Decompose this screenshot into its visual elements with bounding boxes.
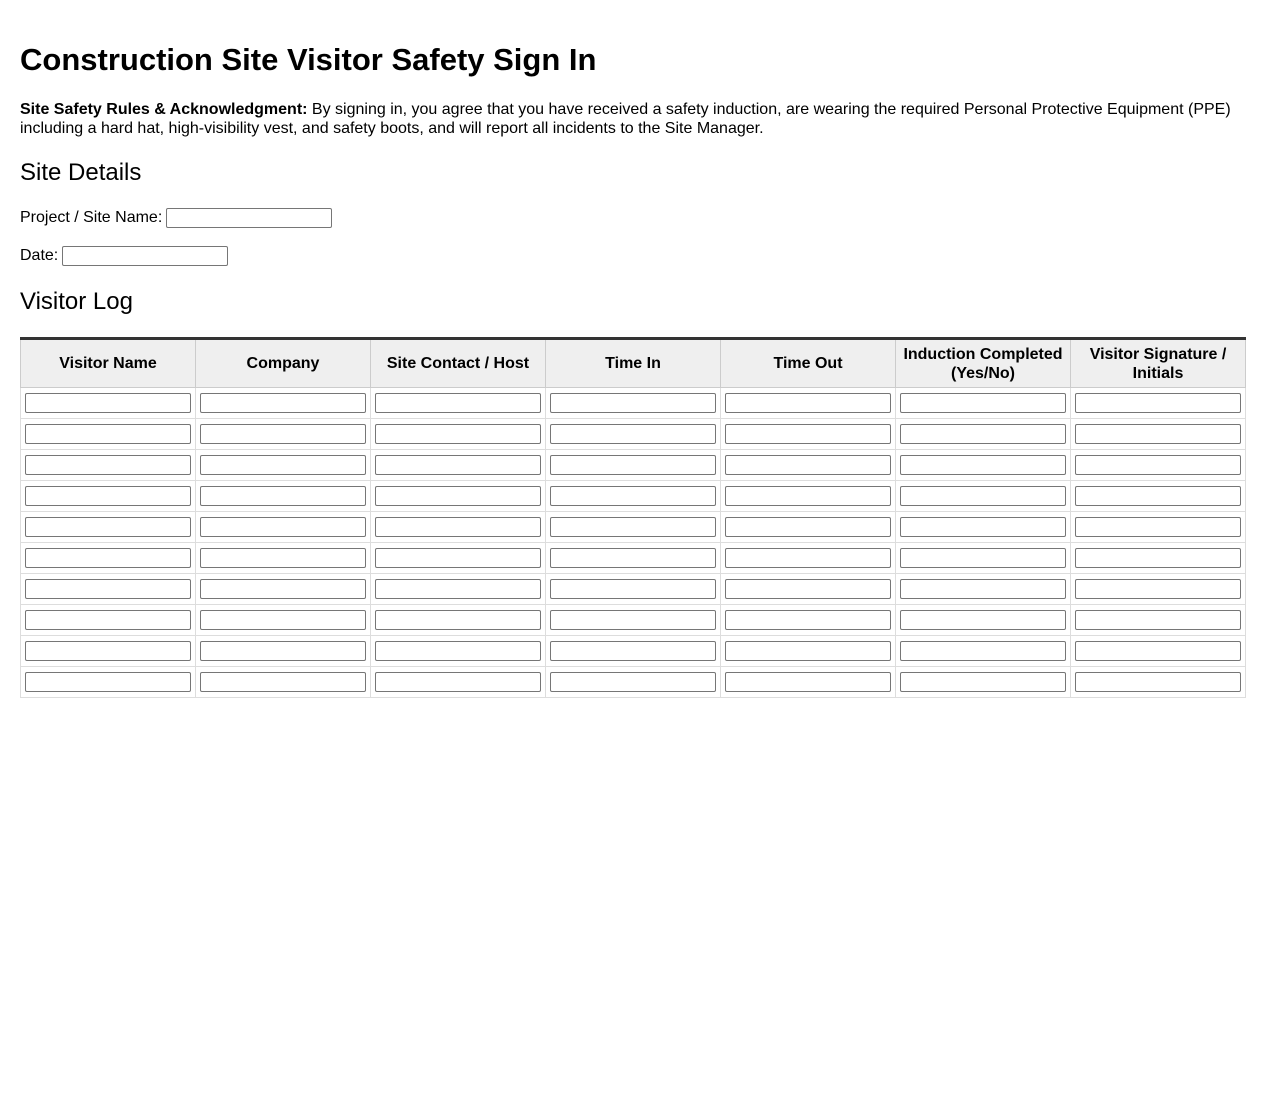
time-in-input[interactable] [550,641,716,661]
safety-rules-text: By signing in, you agree that you have received a safety induction, are wearing the required Personal Protective Equipment (PPE) including a hard hat, high-visibility vest, and safety boots, and will report all incidents to the Site Manager. [20,101,1231,137]
table-cell [896,605,1071,636]
time-in-input[interactable] [550,517,716,537]
table-cell [1071,605,1246,636]
table-cell [546,636,721,667]
table-row [21,512,1246,543]
induction-completed-input[interactable] [900,579,1066,599]
site-contact-input[interactable] [375,641,541,661]
date-label: Date: [20,247,59,264]
time-out-input[interactable] [725,579,891,599]
induction-completed-input[interactable] [900,548,1066,568]
time-in-input[interactable] [550,548,716,568]
column-header-time-in: Time In [546,339,721,388]
table-cell [721,636,896,667]
column-header-company: Company [196,339,371,388]
table-cell [721,574,896,605]
table-cell [21,605,196,636]
company-input[interactable] [200,517,366,537]
time-in-input[interactable] [550,455,716,475]
table-cell [21,512,196,543]
table-cell [721,419,896,450]
visitor-name-input[interactable] [25,672,191,692]
visitor-log-header [21,339,1246,388]
table-cell [196,667,371,698]
table-row [21,574,1246,605]
table-cell [1071,543,1246,574]
table-cell [371,605,546,636]
column-header-time-out: Time Out [721,339,896,388]
table-cell [371,512,546,543]
site-details-heading: Site Details [20,159,142,186]
table-cell [21,481,196,512]
time-out-input[interactable] [725,393,891,413]
visitor-name-input[interactable] [25,579,191,599]
table-cell [21,388,196,419]
table-cell [546,388,721,419]
table-cell [371,481,546,512]
visitor-log-body [21,388,1246,698]
table-cell [371,388,546,419]
visitor-signature-input[interactable] [1075,579,1241,599]
time-in-input[interactable] [550,424,716,444]
time-in-input[interactable] [550,393,716,413]
time-out-input[interactable] [725,455,891,475]
table-cell [196,605,371,636]
table-cell [1071,388,1246,419]
table-cell [546,481,721,512]
table-cell [1071,512,1246,543]
visitor-name-input[interactable] [25,393,191,413]
column-header-site-contact: Site Contact / Host [371,339,546,388]
visitor-signature-input[interactable] [1075,455,1241,475]
visitor-signature-input[interactable] [1075,486,1241,506]
induction-completed-input[interactable] [900,486,1066,506]
table-row [21,636,1246,667]
column-header-visitor-name: Visitor Name [21,339,196,388]
visitor-name-input[interactable] [25,641,191,661]
table-row [21,450,1246,481]
table-cell [21,543,196,574]
table-cell [196,481,371,512]
project-label: Project / Site Name: [20,209,163,226]
time-out-input[interactable] [725,517,891,537]
column-header-visitor-signature: Visitor Signature / Initials [1071,339,1246,388]
date-input[interactable] [62,246,228,266]
table-cell [196,574,371,605]
visitor-signature-input[interactable] [1075,424,1241,444]
table-cell [546,543,721,574]
table-cell [896,388,1071,419]
site-contact-input[interactable] [375,424,541,444]
company-input[interactable] [200,548,366,568]
company-input[interactable] [200,486,366,506]
induction-completed-input[interactable] [900,393,1066,413]
table-cell [1071,636,1246,667]
project-site-name-input[interactable] [166,208,332,228]
table-row [21,667,1246,698]
table-cell [896,636,1071,667]
visitor-log-heading: Visitor Log [20,288,133,315]
site-contact-input[interactable] [375,486,541,506]
company-input[interactable] [200,424,366,444]
site-contact-input[interactable] [375,610,541,630]
visitor-signature-input[interactable] [1075,641,1241,661]
time-out-input[interactable] [725,641,891,661]
site-contact-input[interactable] [375,393,541,413]
table-row [21,481,1246,512]
table-cell [546,419,721,450]
company-input[interactable] [200,641,366,661]
table-cell [21,419,196,450]
visitor-signature-input[interactable] [1075,517,1241,537]
table-cell [371,636,546,667]
table-cell [21,574,196,605]
visitor-name-input[interactable] [25,610,191,630]
table-cell [721,667,896,698]
table-cell [196,636,371,667]
table-row [21,388,1246,419]
table-cell [21,636,196,667]
table-cell [196,419,371,450]
induction-completed-input[interactable] [900,455,1066,475]
table-cell [546,512,721,543]
visitor-name-input[interactable] [25,517,191,537]
date-field-row [20,246,228,266]
header-row [21,339,1246,388]
table-cell [721,605,896,636]
time-out-input[interactable] [725,424,891,444]
visitor-signature-input[interactable] [1075,610,1241,630]
table-cell [546,574,721,605]
table-cell [721,543,896,574]
table-cell [721,481,896,512]
site-contact-input[interactable] [375,548,541,568]
table-cell [1071,419,1246,450]
induction-completed-input[interactable] [900,424,1066,444]
company-input[interactable] [200,610,366,630]
site-contact-input[interactable] [375,517,541,537]
site-contact-input[interactable] [375,579,541,599]
time-out-input[interactable] [725,610,891,630]
induction-completed-input[interactable] [900,517,1066,537]
table-cell [896,543,1071,574]
site-contact-input[interactable] [375,455,541,475]
table-row [21,605,1246,636]
induction-completed-input[interactable] [900,641,1066,661]
visitor-name-input[interactable] [25,455,191,475]
company-input[interactable] [200,455,366,475]
table-cell [371,543,546,574]
visitor-name-input[interactable] [25,548,191,568]
induction-completed-input[interactable] [900,672,1066,692]
table-cell [546,450,721,481]
safety-rules-paragraph [20,100,1242,138]
table-cell [896,419,1071,450]
table-cell [896,450,1071,481]
visitor-name-input[interactable] [25,424,191,444]
table-cell [371,667,546,698]
induction-completed-input[interactable] [900,610,1066,630]
table-cell [721,388,896,419]
time-out-input[interactable] [725,548,891,568]
table-cell [371,574,546,605]
visitor-signature-input[interactable] [1075,548,1241,568]
table-cell [371,419,546,450]
table-cell [21,667,196,698]
table-cell [721,450,896,481]
table-cell [196,512,371,543]
table-row [21,543,1246,574]
visitor-signature-input[interactable] [1075,672,1241,692]
table-cell [546,667,721,698]
site-contact-input[interactable] [375,672,541,692]
time-in-input[interactable] [550,672,716,692]
time-in-input[interactable] [550,610,716,630]
table-cell [896,481,1071,512]
project-field-row [20,208,332,228]
table-cell [1071,667,1246,698]
time-out-input[interactable] [725,486,891,506]
time-in-input[interactable] [550,486,716,506]
visitor-signature-input[interactable] [1075,393,1241,413]
visitor-log-table [20,337,1246,698]
table-row [21,419,1246,450]
table-cell [196,543,371,574]
company-input[interactable] [200,579,366,599]
table-cell [721,512,896,543]
safety-rules-heading: Site Safety Rules & Acknowledgment: [20,101,308,118]
table-cell [546,605,721,636]
table-cell [21,450,196,481]
table-cell [371,450,546,481]
table-cell [896,667,1071,698]
table-cell [1071,481,1246,512]
time-out-input[interactable] [725,672,891,692]
page-title: Construction Site Visitor Safety Sign In [20,42,597,77]
column-header-induction-completed: Induction Completed (Yes/No) [896,339,1071,388]
time-in-input[interactable] [550,579,716,599]
table-cell [196,450,371,481]
company-input[interactable] [200,393,366,413]
table-cell [896,512,1071,543]
table-cell [896,574,1071,605]
visitor-name-input[interactable] [25,486,191,506]
table-cell [1071,574,1246,605]
table-cell [1071,450,1246,481]
table-cell [196,388,371,419]
company-input[interactable] [200,672,366,692]
